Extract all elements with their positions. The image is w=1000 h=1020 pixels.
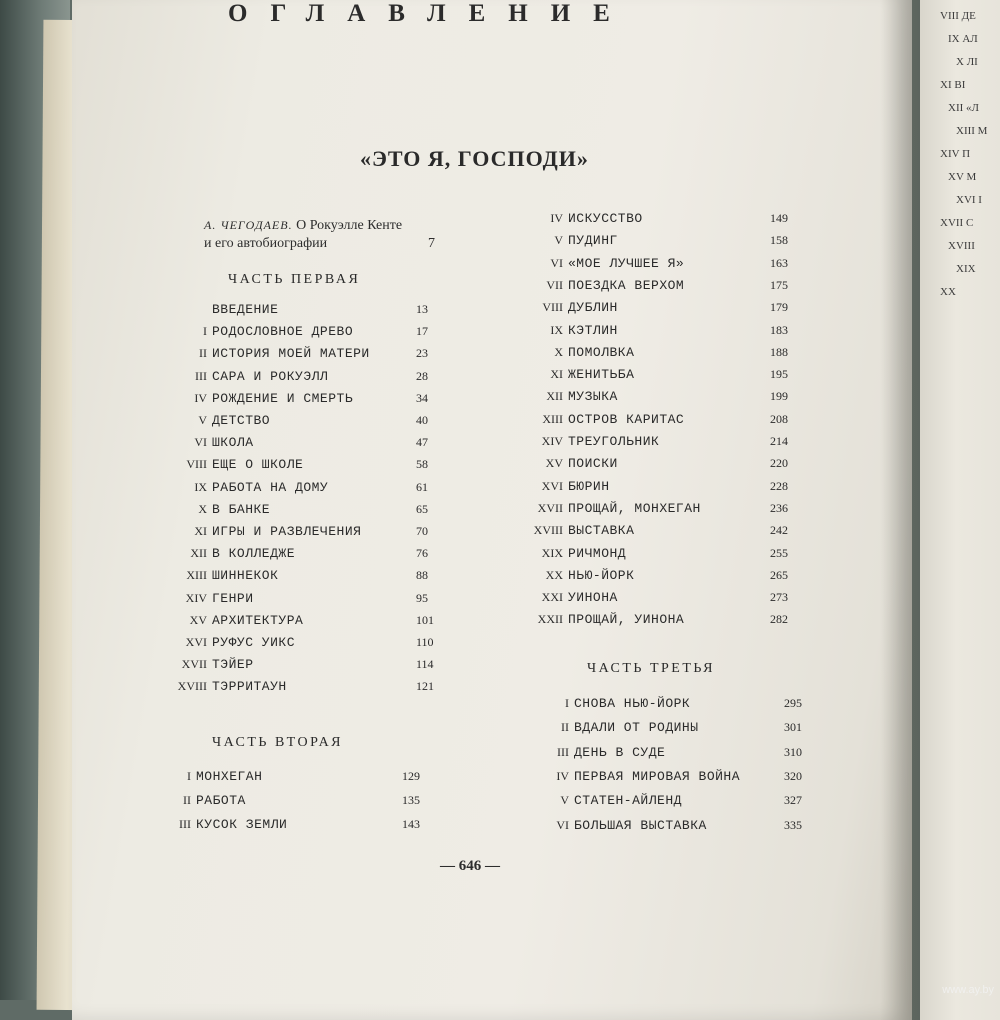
watermark-text: www.ay.by xyxy=(942,984,994,996)
chapter-number: III xyxy=(557,744,569,759)
chapter-number: II xyxy=(183,793,191,807)
toc-row xyxy=(556,768,802,787)
toc-row xyxy=(550,255,788,274)
chapter-number: VIII xyxy=(542,300,563,315)
facing-page-line: XIII М xyxy=(956,125,988,137)
chapter-page: 301 xyxy=(784,720,802,735)
book-title: «ЭТО Я, ГОСПОДИ» xyxy=(360,146,589,171)
chapter-title: МОНХЕГАН xyxy=(196,769,263,784)
chapter-number: IV xyxy=(194,390,207,405)
chapter-title: ИГРЫ И РАЗВЛЕЧЕНИЯ xyxy=(212,524,362,539)
chapter-number: XVIII xyxy=(177,679,207,694)
toc-row xyxy=(194,479,428,498)
chapter-title: УИНОНА xyxy=(568,590,618,606)
chapter-page: 17 xyxy=(416,324,428,339)
toc-row xyxy=(560,793,802,811)
intro-entry xyxy=(204,218,440,234)
toc-row xyxy=(195,368,428,387)
intro-author: А. ЧЕГОДАЕВ. xyxy=(204,218,293,232)
chapter-page: 282 xyxy=(770,612,788,627)
chapter-title: РАБОТА НА ДОМУ xyxy=(212,479,329,495)
page-number: — 646 — xyxy=(440,858,500,874)
chapter-title: В БАНКЕ xyxy=(212,501,271,517)
chapter-page: 175 xyxy=(770,277,788,292)
chapter-title: ТЭЙЕР xyxy=(212,657,254,673)
chapter-number: III xyxy=(195,368,207,383)
chapter-title: ВДАЛИ ОТ РОДИНЫ xyxy=(574,720,699,736)
chapter-title: ПОЕЗДКА ВЕРХОМ xyxy=(568,277,685,293)
chapter-page: 121 xyxy=(416,679,434,694)
chapter-page: 183 xyxy=(770,322,788,337)
toc-row xyxy=(179,817,420,835)
chapter-page: 58 xyxy=(416,457,428,472)
facing-page-line: XV М xyxy=(948,171,977,183)
intro-line1: О Рокуэлле Кенте xyxy=(296,218,403,233)
chapter-page: 28 xyxy=(416,368,428,383)
chapter-title: ШКОЛА xyxy=(212,435,254,451)
chapter-title: ИСТОРИЯ МОЕЙ МАТЕРИ xyxy=(212,346,370,362)
chapter-number: IV xyxy=(550,211,563,225)
chapter-number: XI xyxy=(194,524,207,538)
intro-entry-line2 xyxy=(204,236,435,252)
chapter-title: ТЭРРИТАУН xyxy=(212,679,287,695)
chapter-page: 214 xyxy=(770,434,788,448)
chapter-page: 76 xyxy=(416,546,428,561)
part-one-title: ЧАСТЬ ПЕРВАЯ xyxy=(228,272,361,287)
chapter-page: 273 xyxy=(770,590,788,605)
chapter-title: ГЕНРИ xyxy=(212,590,254,606)
chapter-title: В КОЛЛЕДЖЕ xyxy=(212,546,296,562)
chapter-title: ШИННЕКОК xyxy=(212,568,279,584)
toc-row xyxy=(545,567,788,586)
chapter-page: 158 xyxy=(770,233,788,248)
chapter-number: XX xyxy=(545,567,563,582)
chapter-title: ПРОЩАЙ, УИНОНА xyxy=(568,612,685,628)
toc-row xyxy=(189,612,434,631)
chapter-page: 335 xyxy=(784,817,802,832)
chapter-number: XVI xyxy=(541,478,563,493)
chapter-title: КЭТЛИН xyxy=(568,322,618,338)
toc-row xyxy=(199,346,428,364)
chapter-number: VIII xyxy=(186,457,207,472)
toc-row xyxy=(541,478,788,497)
facing-page-line: XX xyxy=(940,286,956,298)
chapter-number: VI xyxy=(550,255,563,270)
chapter-page: 101 xyxy=(416,612,434,627)
chapter-number: XVIII xyxy=(533,523,563,538)
chapter-number: VI xyxy=(194,435,207,450)
chapter-page: 220 xyxy=(770,456,788,471)
chapter-page: 65 xyxy=(416,501,428,516)
facing-page-line: XVIII xyxy=(948,240,975,252)
toc-row xyxy=(212,302,428,320)
chapter-number: II xyxy=(199,346,207,361)
part-three-title: ЧАСТЬ ТРЕТЬЯ xyxy=(587,661,716,676)
toc-row xyxy=(181,657,434,675)
part-two-title: ЧАСТЬ ВТОРАЯ xyxy=(212,735,344,750)
facing-page-line: XII «Л xyxy=(948,102,979,114)
chapter-title: ДЕНЬ В СУДЕ xyxy=(574,744,666,760)
facing-page-line: IX АЛ xyxy=(948,33,978,45)
chapter-title: ПРОЩАЙ, МОНХЕГАН xyxy=(568,500,701,516)
toc-row xyxy=(550,322,788,341)
chapter-number: IV xyxy=(556,768,569,783)
chapter-number: XII xyxy=(546,389,563,404)
chapter-page: 110 xyxy=(416,635,434,649)
chapter-number: VII xyxy=(546,277,563,292)
chapter-page: 61 xyxy=(416,479,428,494)
chapter-number: XV xyxy=(189,612,207,627)
chapter-page: 208 xyxy=(770,411,788,426)
chapter-title: ПОИСКИ xyxy=(568,456,618,472)
chapter-page: 255 xyxy=(770,545,788,560)
chapter-number: XVII xyxy=(181,657,207,672)
chapter-page: 95 xyxy=(416,590,428,605)
chapter-number: I xyxy=(203,324,207,339)
toc-row xyxy=(554,344,788,363)
chapter-title: ТРЕУГОЛЬНИК xyxy=(568,434,660,449)
chapter-number: X xyxy=(198,501,207,516)
chapter-number: XXI xyxy=(541,590,563,605)
toc-row xyxy=(183,793,420,811)
toc-row xyxy=(541,434,788,452)
chapter-number: XII xyxy=(190,546,207,561)
toc-row xyxy=(198,501,428,520)
chapter-number: XI xyxy=(550,367,563,382)
chapter-title: ДЕТСТВО xyxy=(212,413,271,428)
chapter-page: 310 xyxy=(784,744,802,759)
toc-row xyxy=(177,679,434,697)
chapter-number: XXII xyxy=(537,612,563,627)
chapter-title: СТАТЕН-АЙЛЕНД xyxy=(574,793,682,809)
chapter-title: БЮРИН xyxy=(568,478,610,494)
chapter-title: МУЗЫКА xyxy=(568,389,618,405)
chapter-page: 129 xyxy=(402,769,420,783)
chapter-page: 70 xyxy=(416,524,428,538)
chapter-number: I xyxy=(565,696,569,710)
chapter-title: ПОМОЛВКА xyxy=(568,344,635,360)
toc-row xyxy=(556,817,802,836)
chapter-title: ВВЕДЕНИЕ xyxy=(212,302,279,317)
toc-row xyxy=(190,546,428,564)
chapter-page: 149 xyxy=(770,211,788,225)
toc-row xyxy=(561,720,802,738)
chapter-number: XVII xyxy=(537,500,563,515)
toc-row xyxy=(546,389,788,407)
toc-row xyxy=(198,413,428,431)
chapter-number: I xyxy=(187,769,191,783)
toc-row xyxy=(537,500,788,519)
chapter-page: 188 xyxy=(770,344,788,359)
chapter-number: XIX xyxy=(541,545,563,560)
toc-row xyxy=(554,233,788,251)
chapter-title: РОЖДЕНИЕ И СМЕРТЬ xyxy=(212,390,354,406)
chapter-page: 236 xyxy=(770,500,788,515)
contents-heading: ОГЛАВЛЕНИЕ xyxy=(228,0,633,27)
chapter-title: ЕЩЕ О ШКОЛЕ xyxy=(212,457,304,473)
toc-row xyxy=(546,277,788,296)
toc-row xyxy=(550,211,788,229)
chapter-title: ВЫСТАВКА xyxy=(568,523,635,539)
chapter-page: 242 xyxy=(770,523,788,538)
chapter-title: ПУДИНГ xyxy=(568,233,618,249)
chapter-number: IX xyxy=(550,322,563,337)
toc-row xyxy=(565,696,802,714)
facing-page-line: XI ВІ xyxy=(940,79,966,91)
chapter-page: 320 xyxy=(784,768,802,783)
facing-page-line: X ЛІ xyxy=(956,56,978,68)
toc-row xyxy=(194,390,428,409)
toc-row xyxy=(557,744,802,763)
chapter-page: 143 xyxy=(402,817,420,831)
chapter-page: 13 xyxy=(416,302,428,316)
chapter-page: 295 xyxy=(784,696,802,710)
chapter-number: VI xyxy=(556,817,569,832)
facing-page-line: XIV П xyxy=(940,148,971,160)
chapter-title: РУФУС УИКС xyxy=(212,635,296,650)
chapter-page: 40 xyxy=(416,413,428,427)
chapter-title: САРА И РОКУЭЛЛ xyxy=(212,368,329,384)
chapter-number: X xyxy=(554,344,563,359)
chapter-title: ДУБЛИН xyxy=(568,300,618,316)
chapter-number: V xyxy=(554,233,563,248)
chapter-page: 327 xyxy=(784,793,802,808)
chapter-page: 179 xyxy=(770,300,788,315)
toc-row xyxy=(186,457,428,475)
chapter-title: СНОВА НЬЮ-ЙОРК xyxy=(574,696,691,711)
chapter-number: XV xyxy=(545,456,563,471)
chapter-title: РОДОСЛОВНОЕ ДРЕВО xyxy=(212,324,354,340)
chapter-page: 228 xyxy=(770,478,788,493)
chapter-page: 163 xyxy=(770,255,788,270)
chapter-number: II xyxy=(561,720,569,735)
chapter-page: 135 xyxy=(402,793,420,807)
toc-row xyxy=(537,612,788,630)
chapter-number: XVI xyxy=(185,635,207,649)
toc-row xyxy=(203,324,428,342)
chapter-page: 114 xyxy=(416,657,434,672)
toc-row xyxy=(187,769,420,787)
chapter-title: ОСТРОВ КАРИТАС xyxy=(568,411,685,427)
toc-row xyxy=(533,523,788,541)
chapter-page: 34 xyxy=(416,390,428,405)
toc-row xyxy=(541,545,788,564)
toc-row xyxy=(542,411,788,430)
chapter-title: НЬЮ-ЙОРК xyxy=(568,567,635,583)
chapter-page: 199 xyxy=(770,389,788,404)
chapter-page: 265 xyxy=(770,567,788,582)
toc-row xyxy=(545,456,788,474)
chapter-title: ИСКУССТВО xyxy=(568,211,643,226)
toc-row xyxy=(550,367,788,385)
chapter-title: КУСОК ЗЕМЛИ xyxy=(196,817,288,832)
chapter-number: XIV xyxy=(541,434,563,448)
chapter-title: ЖЕНИТЬБА xyxy=(568,367,635,383)
toc-row xyxy=(541,590,788,608)
toc-row xyxy=(542,300,788,318)
chapter-number: XIII xyxy=(186,568,207,583)
facing-page-line: VIII ДЕ xyxy=(940,10,976,22)
chapter-title: ПЕРВАЯ МИРОВАЯ ВОЙНА xyxy=(574,768,741,784)
chapter-page: 47 xyxy=(416,435,428,450)
chapter-page: 195 xyxy=(770,367,788,382)
chapter-number: IX xyxy=(194,479,207,494)
chapter-number: III xyxy=(179,817,191,831)
toc-row xyxy=(185,590,428,609)
chapter-title: БОЛЬШАЯ ВЫСТАВКА xyxy=(574,817,707,833)
chapter-number: XIV xyxy=(185,590,207,605)
chapter-title: РИЧМОНД xyxy=(568,545,627,561)
toc-row xyxy=(185,635,434,653)
facing-page-line: XVI І xyxy=(956,194,982,206)
chapter-number: XIII xyxy=(542,411,563,426)
intro-line2: и его автобиографии xyxy=(204,236,328,251)
chapter-title: «МОЕ ЛУЧШЕЕ Я» xyxy=(568,255,685,271)
toc-row xyxy=(194,435,428,453)
facing-page-line: XVII С xyxy=(940,217,974,229)
facing-page-line: XIX xyxy=(956,263,976,275)
chapter-title: АРХИТЕКТУРА xyxy=(212,612,304,628)
toc-row xyxy=(186,568,428,586)
chapter-page: 23 xyxy=(416,346,428,361)
chapter-number: V xyxy=(198,413,207,427)
chapter-page: 88 xyxy=(416,568,428,583)
chapter-number: V xyxy=(560,793,569,808)
toc-row xyxy=(194,524,428,542)
chapter-title: РАБОТА xyxy=(196,793,246,808)
intro-page: 7 xyxy=(428,236,435,251)
